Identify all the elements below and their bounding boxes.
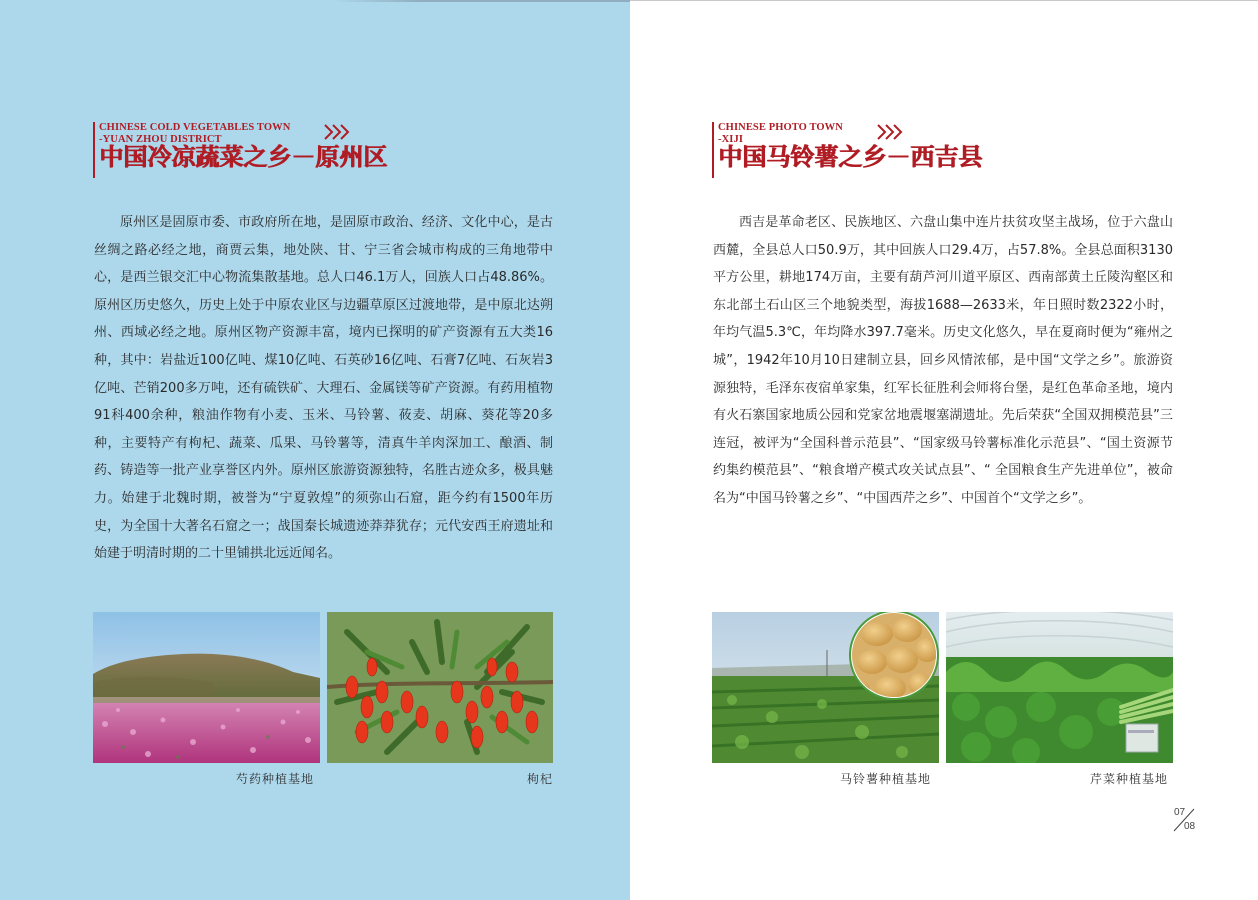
triple-chevron-icon [876,122,906,142]
left-heading-zh: 中国冷凉蔬菜之乡－原州区 [99,143,387,171]
right-heading-en-line2: -XIJI [718,134,744,145]
left-heading-en-line2: -YUAN ZHOU DISTRICT [99,134,222,145]
celery-greenhouse-photo [946,612,1173,763]
right-caption-2: 芹菜种植基地 [1090,772,1169,786]
peony-field-photo [93,612,320,763]
right-heading-en-line1: CHINESE PHOTO TOWN [718,122,843,133]
page-number-left: 07 [1174,807,1186,818]
right-heading-zh: 中国马铃薯之乡－西吉县 [718,143,982,171]
page-number-right: 08 [1184,821,1196,832]
left-body-text: 原州区是固原市委、市政府所在地，是固原市政治、经济、文化中心，是古丝绸之路必经之地，商贾云集，地处陕、甘、宁三省会城市构成的三角地带中心，是西兰银交汇中心物流集散基地。总人口46.1万人，回族人口占48.86%。原州区历史悠久，历史上处于中原农业区与边疆草原区过渡地带，是中原北达朔州、西域必经之地。原州区物产资源丰富，境内已探明的矿产资源有五大类16种，其中：岩盐近100亿吨、煤10亿吨、石英砂16亿吨、石膏7亿吨、石灰岩3亿吨、芒销200多万吨，还有硫铁矿、大理石、金属镁等矿产资源。有药用植物91科400余种，粮油作物有小麦、玉米、马铃薯、莜麦、胡麻、葵花等20多种，主要特产有枸杞、蔬菜、瓜果、马铃薯等，清真牛羊肉深加工、酿酒、制药、铸造等一批产业享誉区内外。原州区旅游资源独特，名胜古迹众多，极具魅力。始建于北魏时期，被誉为“宁夏敦煌”的须弥山石窟，距今约有1500年历史，为全国十大著名石窟之一；战国秦长城遗迹莽莽犹存；元代安西王府遗址和始建于明清时期的二十里铺拱北远近闻名。 [94,215,553,562]
right-caption-1: 马铃薯种植基地 [840,772,932,786]
left-heading-en-line1: CHINESE COLD VEGETABLES TOWN [99,122,291,133]
potato-field-photo [712,612,939,763]
left-caption-2: 枸杞 [527,772,554,786]
page-number [1172,807,1200,835]
left-heading [93,122,387,178]
triple-chevron-icon [323,122,353,142]
wolfberry-photo [327,612,553,763]
right-heading [712,122,982,178]
right-body-text: 西吉是革命老区、民族地区、六盘山集中连片扶贫攻坚主战场，位于六盘山西麓，全县总人口50.9万，其中回族人口29.4万，占57.8%。全县总面积3130平方公里，耕地174万亩，主要有葫芦河川道平原区、西南部黄土丘陵沟壑区和东北部土石山区三个地貌类型，海拔1688—2633米，年日照时数2322小时，年均气温5.3℃，年均降水397.7毫米。历史文化悠久，早在夏商时便为“雍州之城”，1942年10月10日建制立县，回乡风情浓郁，是中国“文学之乡”。旅游资源独特，毛泽东夜宿单家集，红军长征胜利会师将台堡，是红色革命圣地，境内有火石寨国家地质公园和党家岔地震堰塞湖遗址。先后荣获“全国双拥模范县”三连冠，被评为“全国科普示范县”、“国家级马铃薯标准化示范县”、“国土资源节约集约模范县”、“粮食增产模式攻关试点县”、“ 全国粮食生产先进单位”，被命名为“中国马铃薯之乡”、“中国西芹之乡”、中国首个“文学之乡”。 [713,215,1173,506]
left-caption-1: 芍药种植基地 [236,772,315,786]
